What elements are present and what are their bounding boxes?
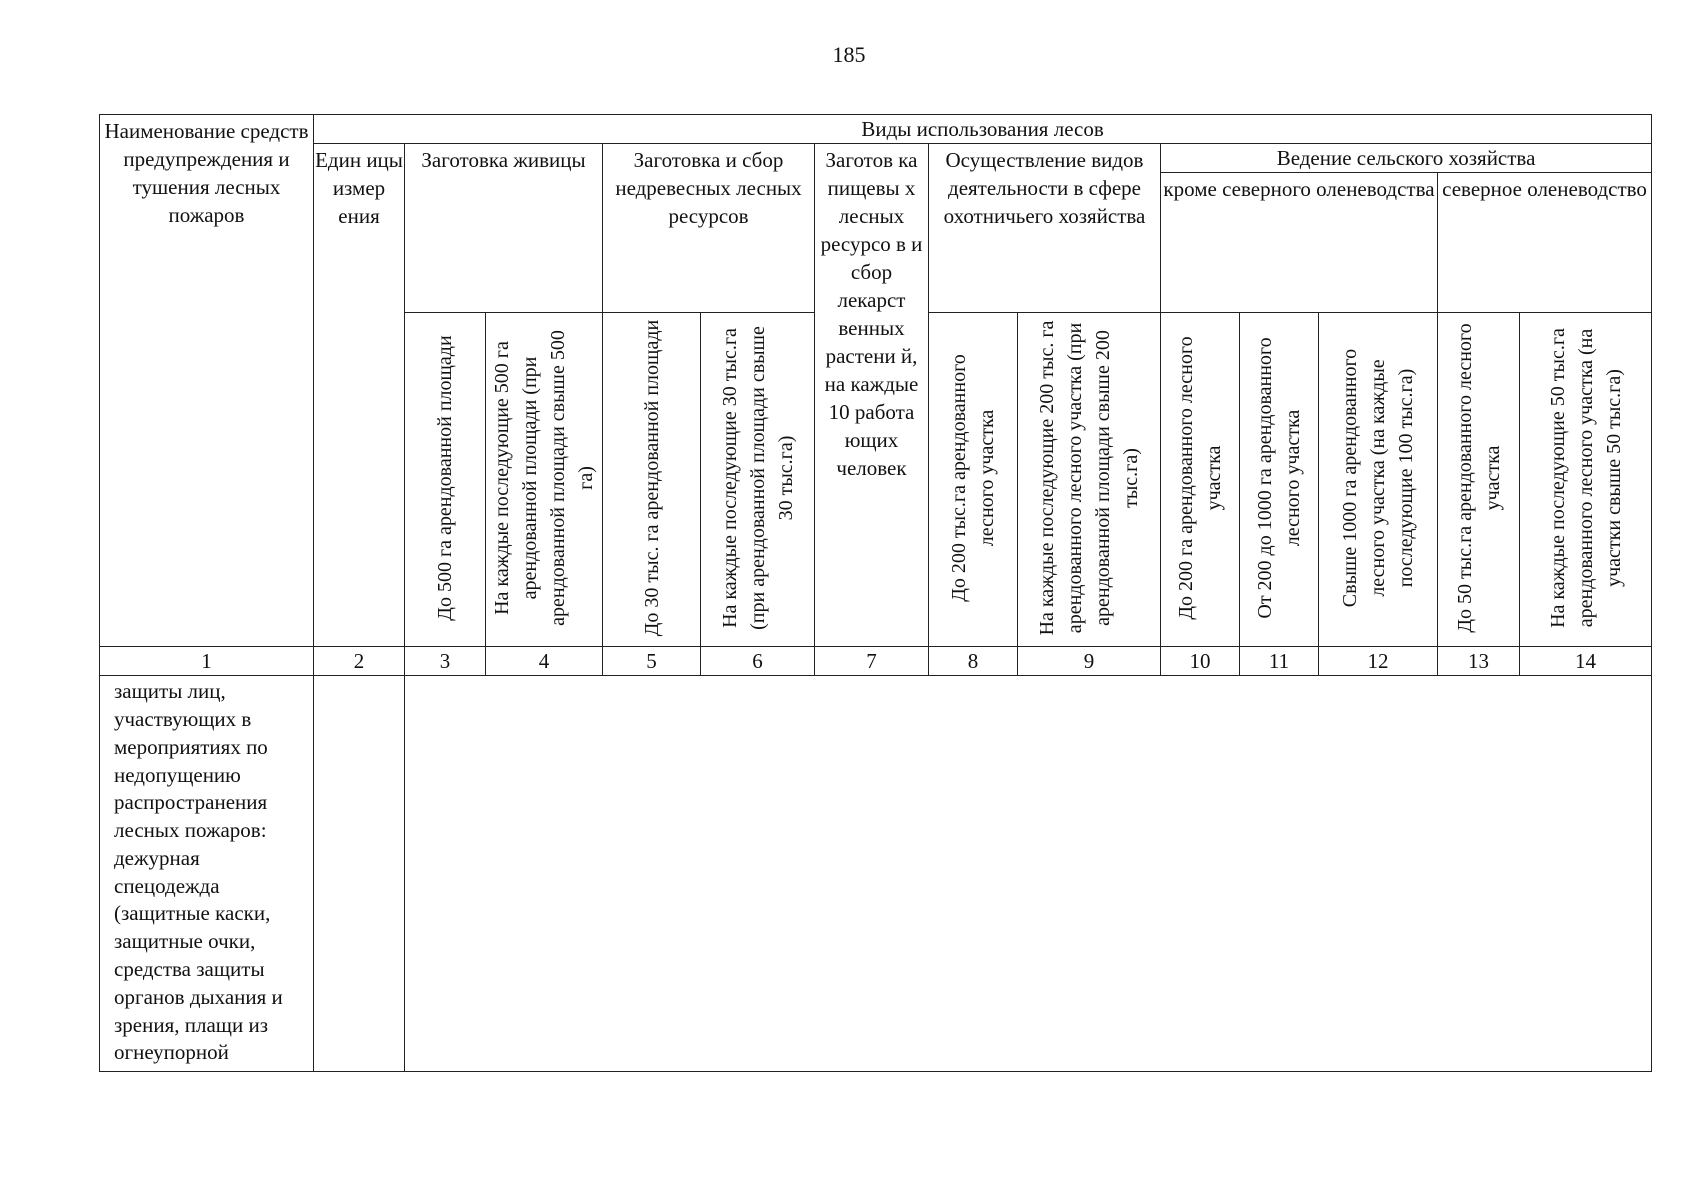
row-unit-cell	[314, 676, 405, 1072]
table-row	[100, 676, 1652, 1072]
col-number: 6	[701, 647, 815, 676]
col-number: 7	[815, 647, 929, 676]
header-col-13: До 50 тыс.га арендованного лесного участка	[1438, 313, 1520, 647]
header-except-reindeer: кроме северного оленеводства	[1161, 173, 1438, 313]
header-col-9: На каждые последующие 200 тыс. га арендованного лесного участка (при арендованной площади свыше 200 тыс.га)	[1018, 313, 1161, 647]
row-values-cell	[405, 676, 1652, 1072]
header-name-col: Наименование средств предупреждения и тушения лесных пожаров	[100, 115, 314, 647]
header-col-6: На каждые последующие 30 тыс.га (при арендованной площади свыше 30 тыс.га)	[701, 313, 815, 647]
col-number: 9	[1018, 647, 1161, 676]
header-forest-use-types: Виды использования лесов	[314, 115, 1652, 144]
header-col-12: Свыше 1000 га арендованного лесного участка (на каждые последующие 100 тыс.га)	[1319, 313, 1438, 647]
header-col-5: До 30 тыс. га арендованной площади	[603, 313, 701, 647]
header-hunting: Осуществление видов деятельности в сфере охотничьего хозяйства	[929, 144, 1161, 313]
col-number: 13	[1438, 647, 1520, 676]
col-number: 3	[405, 647, 486, 676]
header-col-3: До 500 га арендованной площади	[405, 313, 486, 647]
page-number: 185	[832, 42, 866, 67]
header-agriculture: Ведение сельского хозяйства	[1161, 144, 1652, 173]
forest-fire-equipment-table	[99, 114, 1652, 1072]
header-col-4: На каждые последующие 500 га арендованной площади (при арендованной площади свыше 500 га)	[486, 313, 603, 647]
col-number: 14	[1520, 647, 1652, 676]
header-col-8: До 200 тыс.га арендованного лесного участка	[929, 313, 1018, 647]
header-unit: Един ицы измер ения	[314, 144, 405, 647]
column-number-row	[100, 647, 1652, 676]
col-number: 1	[100, 647, 314, 676]
col-number: 12	[1319, 647, 1438, 676]
col-number: 11	[1240, 647, 1319, 676]
col-number: 4	[486, 647, 603, 676]
header-col-11: От 200 до 1000 га арендованного лесного участка	[1240, 313, 1319, 647]
header-col-10: До 200 га арендованного лесного участка	[1161, 313, 1240, 647]
row-item-name: защиты лиц, участвующих в мероприятиях по недопущению распространения лесных пожаров: дежурная спецодежда (защитные каски, защитные очки, средства защиты органов дыхания и зрения, плащи из огнеупорной	[100, 676, 314, 1072]
header-reindeer: северное оленеводство	[1438, 173, 1652, 313]
header-col-14: На каждые последующие 50 тыс.га арендованного лесного участка (на участки свыше 50 тыс.га)	[1520, 313, 1652, 647]
header-resin: Заготовка живицы	[405, 144, 603, 313]
col-number: 2	[314, 647, 405, 676]
header-food-resources: Заготов ка пищевы х лесных ресурсо в и сбор лекарст венных растени й, на каждые 10 работа ющих человек	[815, 144, 929, 647]
col-number: 10	[1161, 647, 1240, 676]
col-number: 5	[603, 647, 701, 676]
col-number: 8	[929, 647, 1018, 676]
header-nonwood: Заготовка и сбор недревесных лесных ресурсов	[603, 144, 815, 313]
